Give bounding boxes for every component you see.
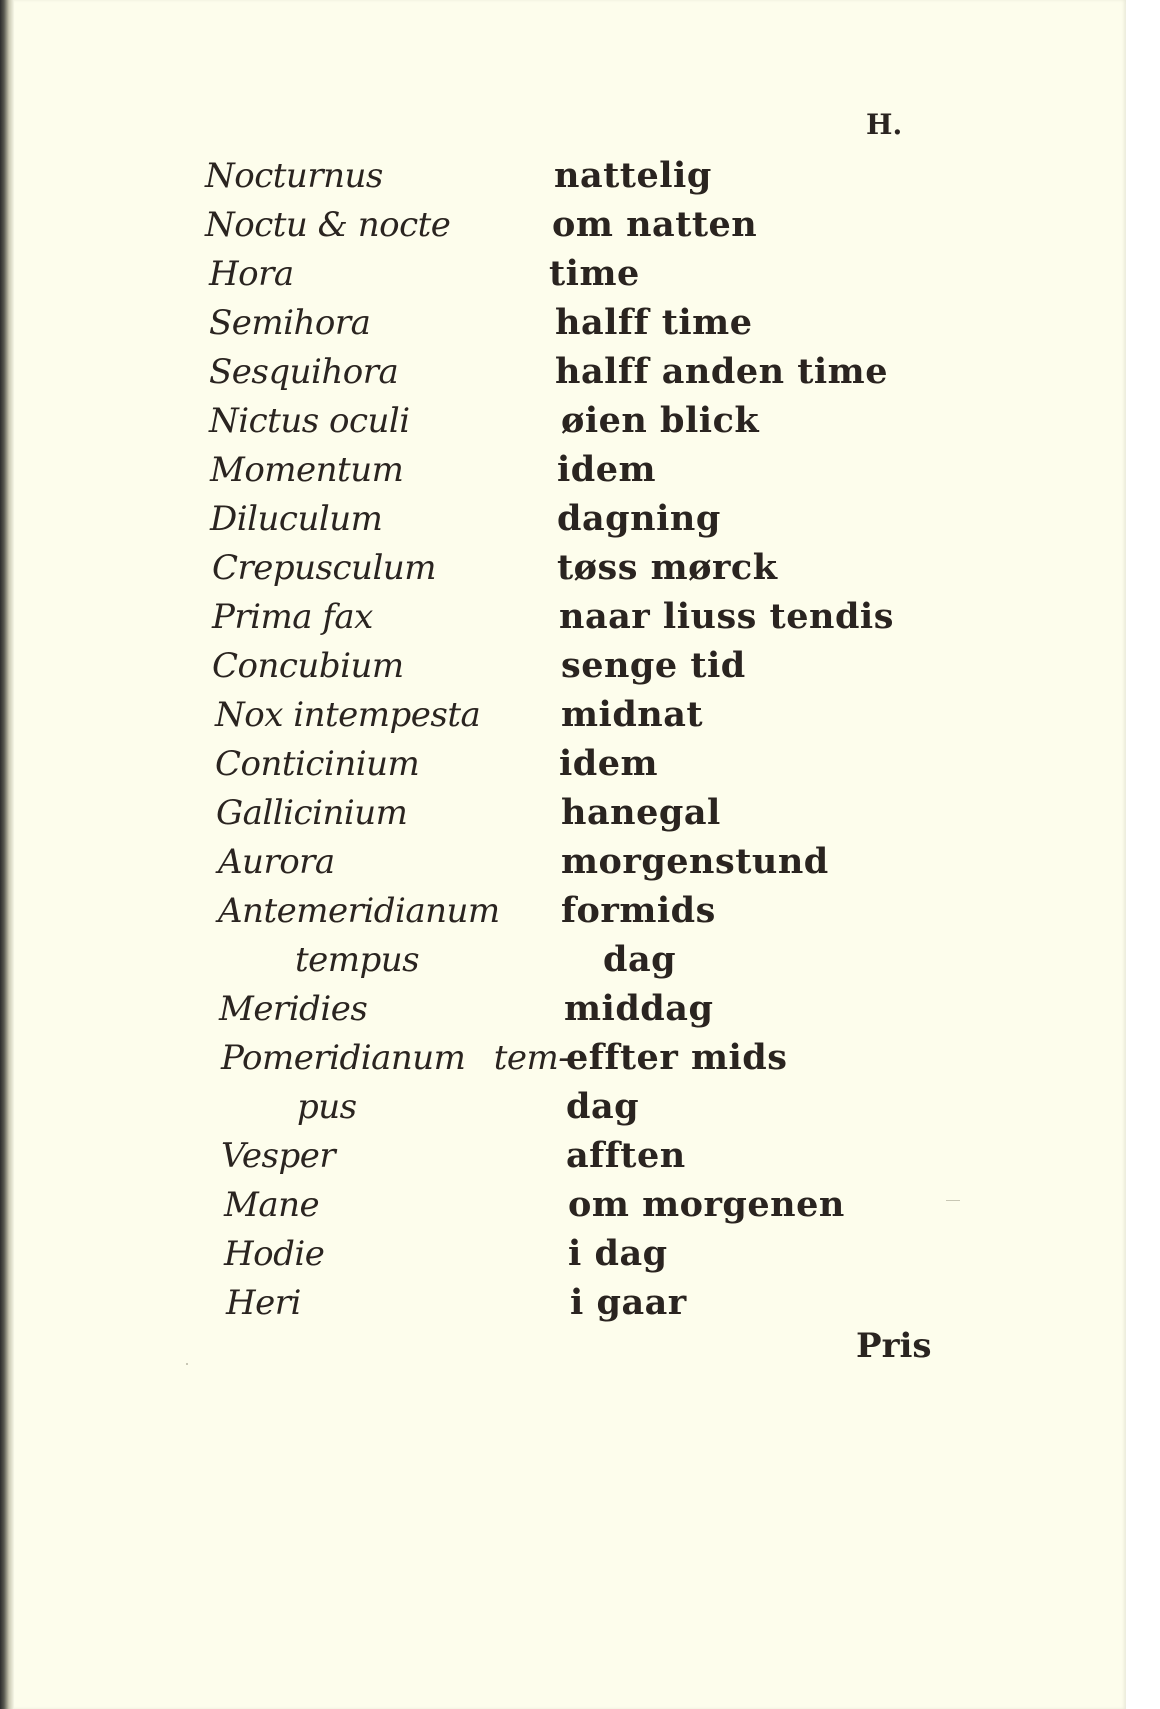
glossary-entry bbox=[0, 690, 1100, 740]
danish-term: idem bbox=[559, 743, 659, 784]
latin-term: Momentum bbox=[210, 450, 404, 490]
glossary-entry bbox=[0, 445, 1100, 495]
danish-term: midnat bbox=[561, 694, 704, 735]
latin-term: Semihora bbox=[209, 303, 371, 343]
danish-term: time bbox=[549, 253, 640, 294]
glossary-entry bbox=[0, 1229, 1100, 1279]
glossary-entry bbox=[0, 543, 1100, 593]
latin-term: Nictus oculi bbox=[209, 401, 410, 441]
catchword: Pris bbox=[856, 1326, 932, 1366]
danish-term: naar liuss tendis bbox=[559, 596, 894, 637]
glossary-entry bbox=[0, 347, 1100, 397]
latin-term: Noctu & nocte bbox=[205, 205, 451, 245]
folio-signature: H. bbox=[866, 108, 903, 141]
glossary-entry bbox=[0, 1278, 1100, 1328]
latin-term: Vesper bbox=[221, 1136, 336, 1176]
danish-term: senge tid bbox=[561, 645, 746, 686]
latin-term: Sesquihora bbox=[209, 352, 399, 392]
danish-term: idem bbox=[557, 449, 657, 490]
danish-term: halff time bbox=[555, 302, 753, 343]
latin-term: Diluculum bbox=[210, 499, 383, 539]
latin-term: Gallicinium bbox=[216, 793, 408, 833]
glossary-entry bbox=[0, 396, 1100, 446]
glossary-entry bbox=[0, 739, 1100, 789]
danish-term: morgenstund bbox=[561, 841, 829, 882]
danish-term: dag bbox=[603, 939, 677, 980]
danish-term: i dag bbox=[568, 1233, 668, 1274]
danish-term: middag bbox=[564, 988, 714, 1029]
glossary-entry bbox=[0, 249, 1100, 299]
glossary-entry bbox=[0, 935, 1100, 985]
glossary-entry bbox=[0, 984, 1100, 1034]
glossary-entry bbox=[0, 837, 1100, 887]
danish-term: i gaar bbox=[570, 1282, 687, 1323]
latin-term: Nox intempesta bbox=[215, 695, 481, 735]
glossary-entry bbox=[0, 788, 1100, 838]
latin-term: Conticinium bbox=[215, 744, 420, 784]
danish-term: nattelig bbox=[554, 155, 712, 196]
latin-term: pus bbox=[297, 1087, 357, 1127]
scan-right-margin bbox=[1126, 0, 1160, 1709]
latin-term: Hora bbox=[209, 254, 294, 294]
latin-term: Pomeridianum tem- bbox=[221, 1038, 570, 1078]
danish-term: hanegal bbox=[561, 792, 721, 833]
latin-term: Crepusculum bbox=[212, 548, 436, 588]
glossary-entry bbox=[0, 1082, 1100, 1132]
danish-term: dag bbox=[566, 1086, 640, 1127]
danish-term: tøss mørck bbox=[557, 547, 778, 588]
glossary-entry bbox=[0, 1180, 1100, 1230]
latin-term: Hodie bbox=[224, 1234, 325, 1274]
glossary-entry bbox=[0, 298, 1100, 348]
latin-term: Nocturnus bbox=[205, 156, 383, 196]
danish-term: halff anden time bbox=[555, 351, 888, 392]
latin-term: Prima fax bbox=[212, 597, 373, 637]
danish-term: effter mids bbox=[566, 1037, 788, 1078]
glossary-entry bbox=[0, 641, 1100, 691]
latin-term: tempus bbox=[295, 940, 420, 980]
latin-term: Antemeridianum bbox=[218, 891, 500, 931]
latin-term: Meridies bbox=[219, 989, 368, 1029]
danish-term: om natten bbox=[552, 204, 758, 245]
glossary-entry bbox=[0, 200, 1100, 250]
danish-term: øien blick bbox=[561, 400, 760, 441]
glossary-entry bbox=[0, 151, 1100, 201]
latin-term: Aurora bbox=[218, 842, 335, 882]
danish-term: dagning bbox=[557, 498, 721, 539]
latin-term: Concubium bbox=[212, 646, 404, 686]
danish-term: om morgenen bbox=[568, 1184, 845, 1225]
danish-term: afften bbox=[566, 1135, 686, 1176]
scan-speck bbox=[186, 1363, 188, 1365]
latin-term: Mane bbox=[224, 1185, 320, 1225]
danish-term: formids bbox=[561, 890, 716, 931]
glossary-entry bbox=[0, 494, 1100, 544]
glossary-entry bbox=[0, 886, 1100, 936]
glossary-entry bbox=[0, 1033, 1100, 1083]
latin-term: Heri bbox=[226, 1283, 301, 1323]
glossary-entry bbox=[0, 592, 1100, 642]
glossary-entry bbox=[0, 1131, 1100, 1181]
scan-speck bbox=[946, 1200, 960, 1201]
